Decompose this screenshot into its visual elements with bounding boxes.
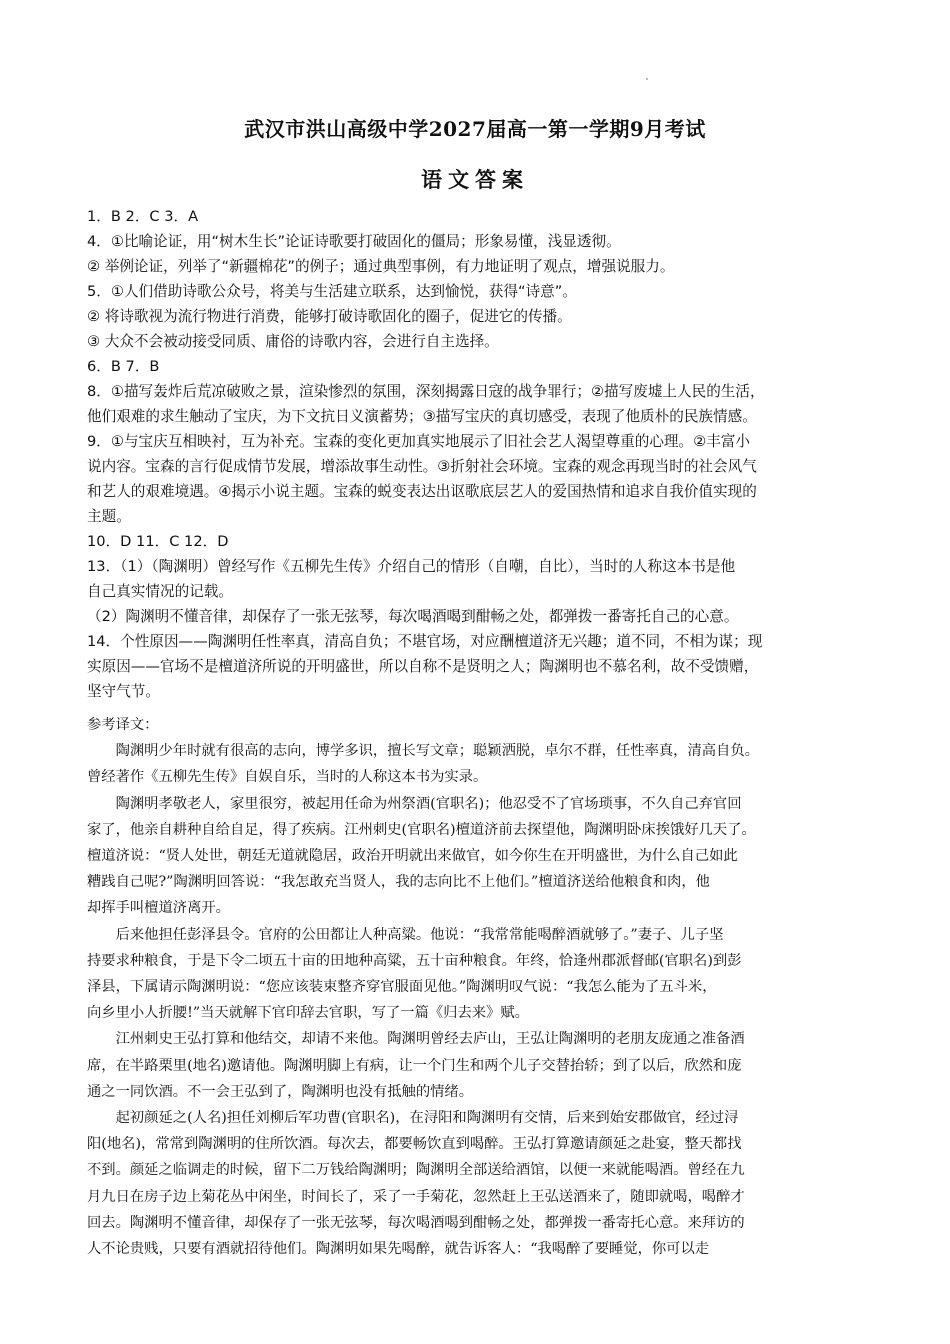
translation-line: 陶渊明孝敬老人，家里很穷，被起用任命为州祭酒(官职名)；他忍受不了官场琐事，不久自己弃官回 — [115, 795, 742, 812]
translation-line: 曾经著作《五柳先生传》自娱自乐，当时的人称这本书为实录。 — [87, 769, 488, 786]
answer-line: ② 举例论证，列举了“新疆棉花”的例子；通过典型事例，有力地证明了观点，增强说服力。 — [87, 258, 675, 275]
translation-line: 糟践自己呢?”陶渊明回答说：“我怎敢充当贤人，我的志向比不上他们。”檀道济送给他粮食和肉，他 — [87, 874, 710, 891]
translation-line: 通之一同饮酒。不一会王弘到了，陶渊明也没有抵触的情绪。 — [87, 1083, 474, 1100]
answer-line: 14．个性原因——陶渊明任性率真，清高自负；不堪官场，对应酬檀道济无兴趣；道不同，不相为谋；现 — [87, 633, 763, 650]
answer-line: 自己真实情况的记载。 — [87, 583, 233, 600]
translation-line: 月九日在房子边上菊花丛中闲坐，时间长了，采了一手菊花，忽然赶上王弘送酒来了，随即就喝，喝醉才 — [87, 1188, 745, 1205]
translation-line: 泽县，下属请示陶渊明说：“您应该装束整齐穿官服面见他。”陶渊明叹气说：“我怎么能为了五斗米， — [87, 979, 717, 996]
reference-translation — [87, 712, 873, 1262]
answer-line: 和艺人的艰难境遇。④揭示小说主题。宝森的蜕变表达出讴歌底层艺人的爱国热情和追求自我价值实现的 — [87, 483, 757, 500]
scan-speck — [646, 78, 648, 80]
answer-line: 坚守气节。 — [87, 683, 160, 700]
translation-heading: 参考译文： — [87, 717, 159, 733]
answer-line: 说内容。宝森的言行促成情节发展，增添故事生动性。③折射社会环境。宝森的观念再现当时的社会风气 — [87, 458, 757, 475]
translation-line: 阳(地名)，常常到陶渊明的住所饮酒。每次去，都要畅饮直到喝醉。王弘打算邀请颜延之赴宴，整天都找 — [87, 1136, 742, 1153]
answer-line: 9．①与宝庆互相映衬，互为补充。宝森的变化更加真实地展示了旧社会艺人渴望尊重的心理。②丰富小 — [87, 433, 750, 450]
translation-line: 不到。颜延之临调走的时候，留下二万钱给陶渊明；陶渊明全部送给酒馆，以便一来就能喝酒。曾经在九 — [87, 1162, 745, 1179]
translation-line: 家了，他亲自耕种自给自足，得了疾病。江州刺史(官职名)檀道济前去探望他，陶渊明卧床挨饿好几天了。 — [87, 821, 756, 838]
answer-line: ③ 大众不会被动接受同质、庸俗的诗歌内容，会进行自主选择。 — [87, 333, 499, 350]
answer-line: 4．①比喻论证，用“树木生长”论证诗歌要打破固化的僵局；形象易懂，浅显透彻。 — [87, 233, 621, 250]
answer-line: 10．D 11．C 12．D — [87, 533, 229, 550]
page-title: 武汉市洪山高级中学2027届高一第一学期9月考试 — [244, 117, 706, 141]
answer-line: （2）陶渊明不懂音律，却保存了一张无弦琴，每次喝酒喝到酣畅之处，都弹拨一番寄托自己的心意。 — [87, 608, 739, 625]
translation-line: 陶渊明少年时就有很高的志向，博学多识，擅长写文章；聪颖洒脱，卓尔不群，任性率真，清高自负。 — [115, 743, 759, 760]
answer-line: 13．（1）（陶渊明）曾经写作《五柳先生传》介绍自己的情形（自嘲，自比），当时的人称这本书是他 — [87, 558, 736, 575]
answer-line: 主题。 — [87, 508, 131, 525]
translation-line: 后来他担任彭泽县令。官府的公田都让人种高粱。他说：“我常常能喝醉酒就够了。”妻子、儿子坚 — [115, 926, 724, 943]
translation-line: 却挥手叫檀道济离开。 — [87, 900, 230, 917]
translation-line: 檀道济说：“贤人处世，朝廷无道就隐居，政治开明就出来做官，如今你生在开明盛世，为什么自己如此 — [87, 848, 738, 865]
answer-line: 1．B 2．C 3．A — [87, 208, 199, 225]
answer-line: ② 将诗歌视为流行物进行消费，能够打破诗歌固化的圈子，促进它的传播。 — [87, 308, 572, 325]
answer-list — [87, 204, 867, 704]
translation-line: 持要求种粮食，于是下令二顷五十亩的田地种高粱，五十亩种粮食。年终，恰逢州郡派督邮(官职名)到彭 — [87, 952, 742, 969]
translation-line: 人不论贵贱，只要有酒就招待他们。陶渊明如果先喝醉，就告诉客人：“我喝醉了要睡觉，你可以走 — [87, 1241, 710, 1258]
answer-line: 5．①人们借助诗歌公众号，将美与生活建立联系，达到愉悦，获得“诗意”。 — [87, 283, 577, 300]
page-subtitle: 语文答案 — [421, 167, 529, 192]
translation-line: 席，在半路栗里(地名)邀请他。陶渊明脚上有病，让一个门生和两个儿子交替抬轿；到了以后，欣然和庞 — [87, 1057, 742, 1074]
answer-line: 实原因——官场不是檀道济所说的开明盛世，所以自称不是贤明之人；陶渊明也不慕名利，故不受馈赠， — [87, 658, 759, 675]
answer-line: 他们艰难的求生触动了宝庆，为下文抗日义演蓄势；③描写宝庆的真切感受，表现了他质朴的民族情感。 — [87, 408, 757, 425]
translation-line: 回去。陶渊明不懂音律，却保存了一张无弦琴，每次喝酒喝到酣畅之处，都弹拨一番寄托心意。来拜访的 — [87, 1214, 745, 1231]
translation-line: 向乡里小人折腰!”当天就解下官印辞去官职，写了一篇《归去来》赋。 — [87, 1005, 529, 1022]
translation-line: 江州刺史王弘打算和他结交，却请不来他。陶渊明曾经去庐山，王弘让陶渊明的老朋友庞通之准备酒 — [115, 1031, 745, 1048]
translation-line: 起初颜延之(人名)担任刘柳后军功曹(官职名)，在浔阳和陶渊明有交情，后来到始安郡做官，经过浔 — [115, 1110, 739, 1127]
answer-line: 6．B 7．B — [87, 358, 160, 375]
answer-line: 8．①描写轰炸后荒凉破败之景，渲染惨烈的氛围，深刻揭露日寇的战争罪行；②描写废墟上人民的生活， — [87, 383, 765, 400]
